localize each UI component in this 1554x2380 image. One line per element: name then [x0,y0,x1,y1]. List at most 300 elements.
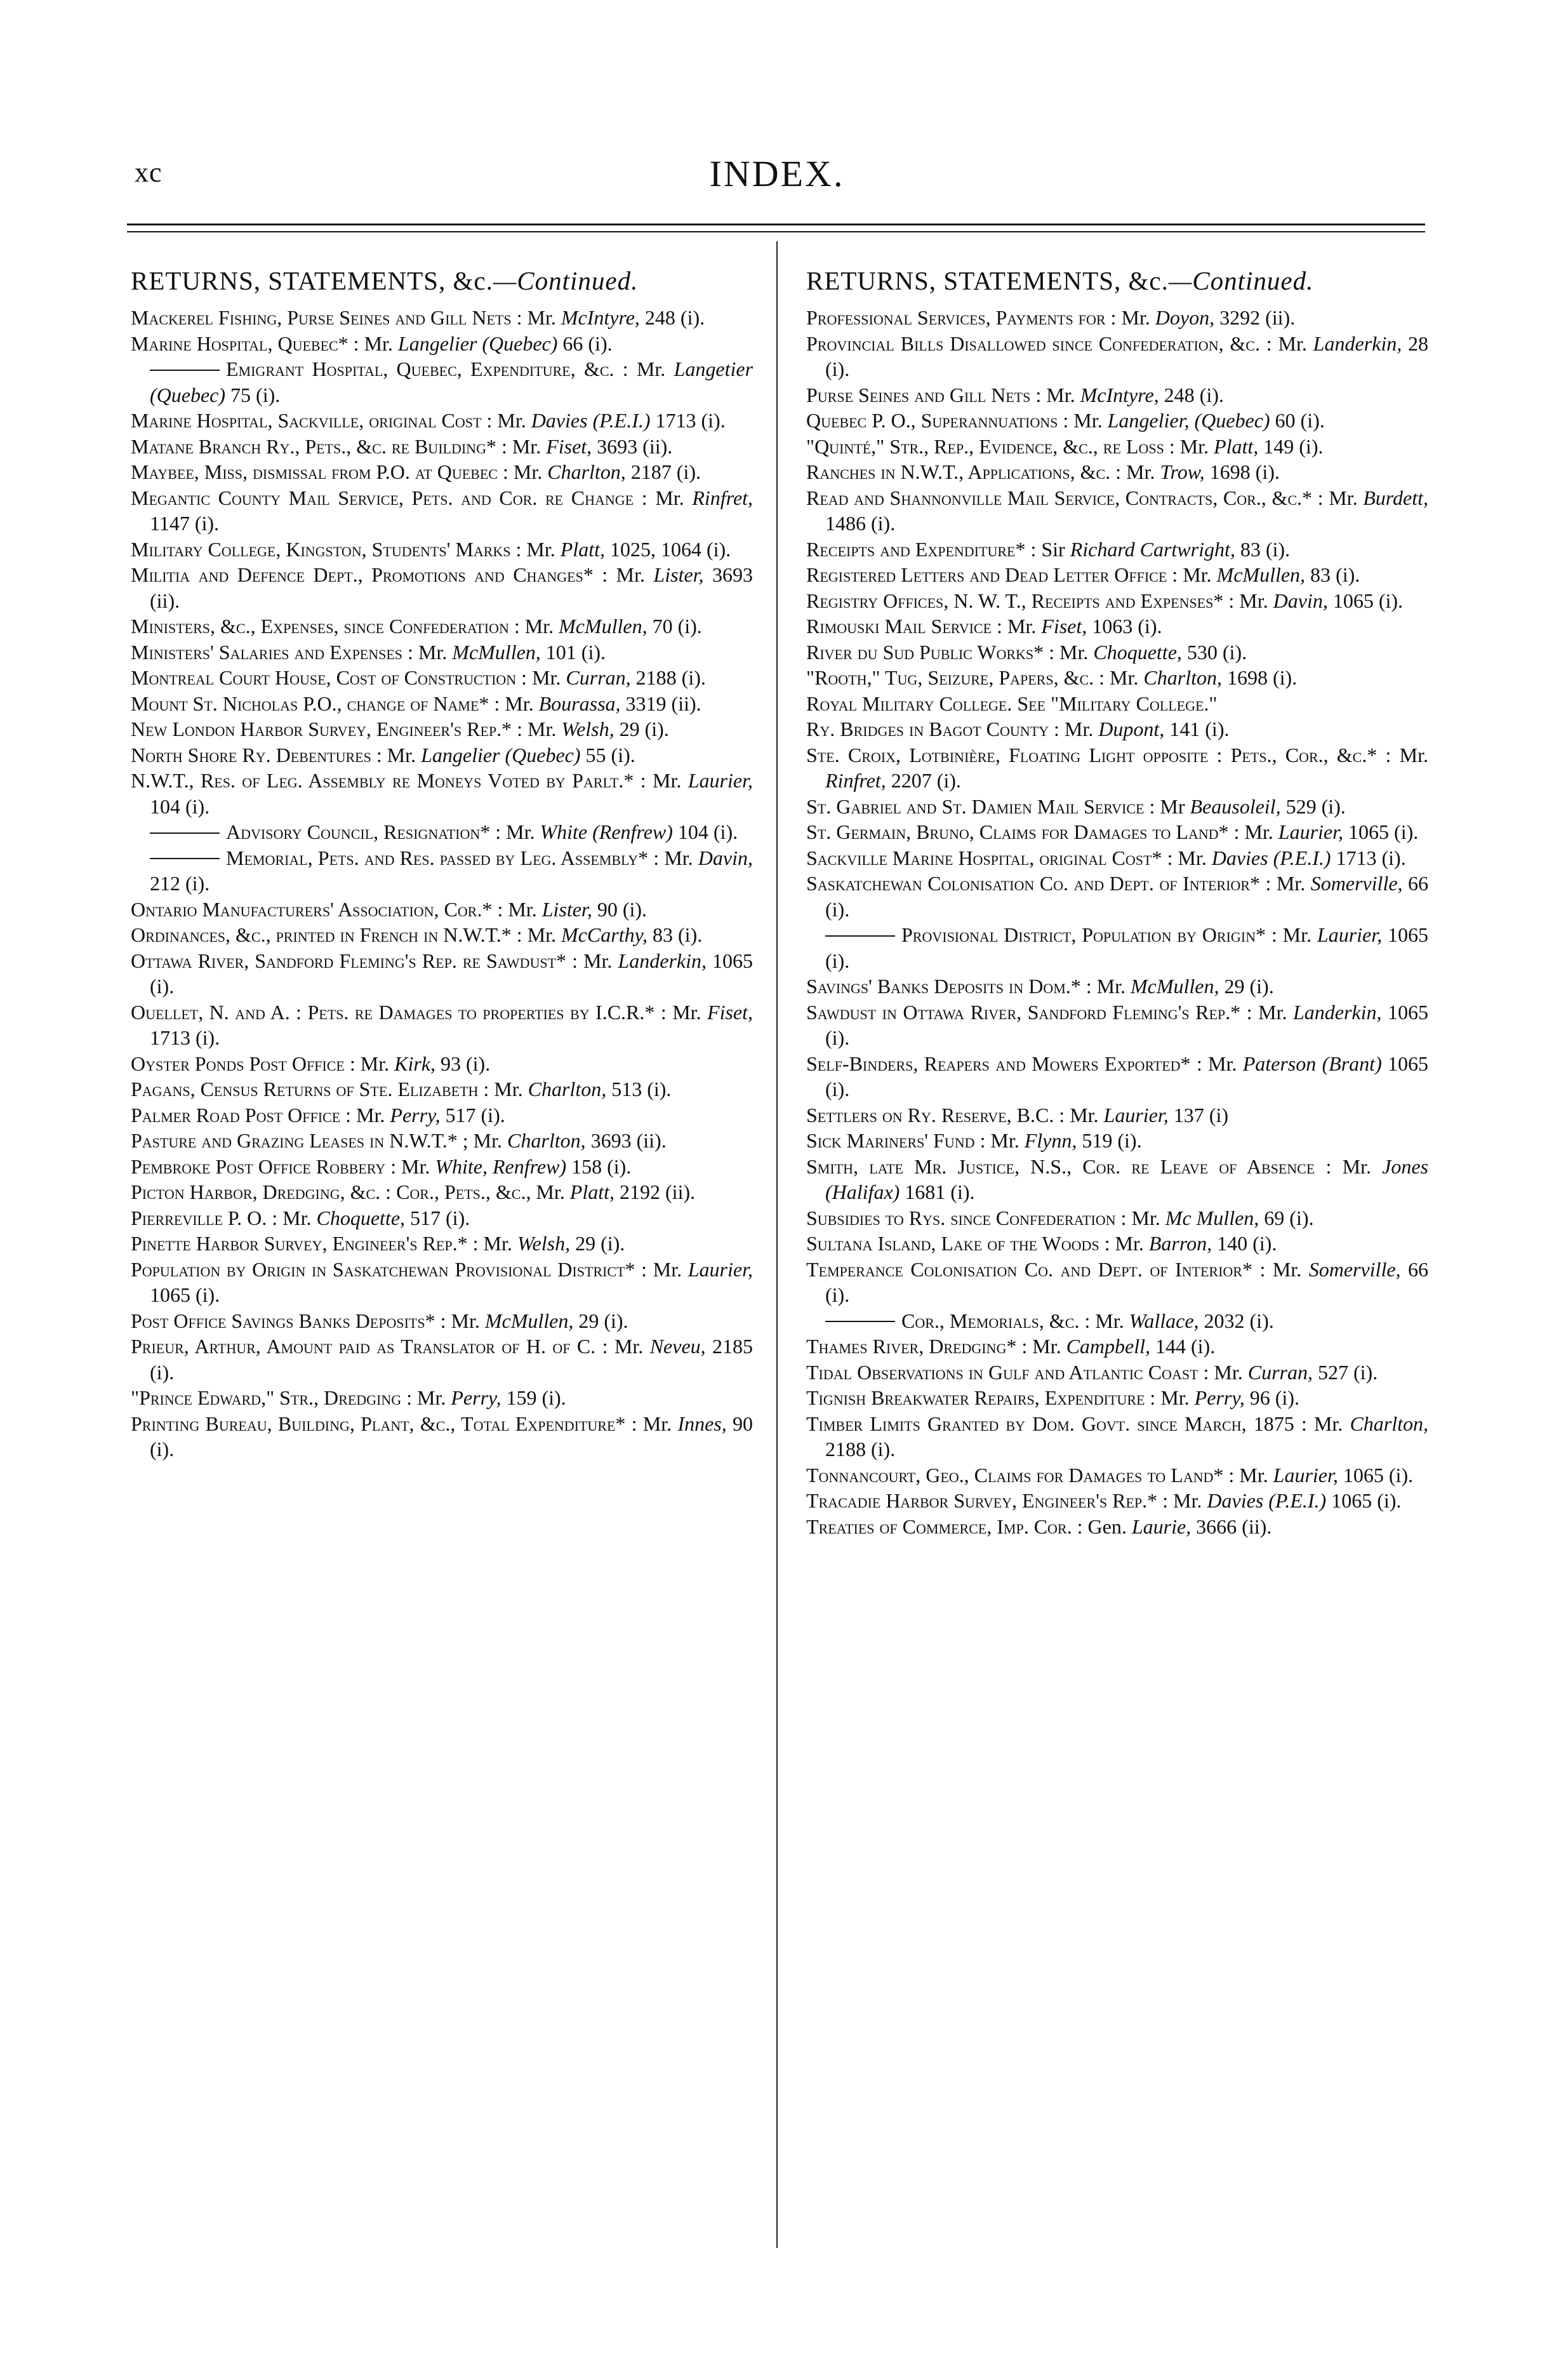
entry-member-name: McMullen, [559,615,648,638]
index-entry [806,613,1428,639]
entry-member-name: Davin, [698,846,753,869]
index-entry [806,459,1428,485]
entry-honorific: Mr. [1032,1335,1061,1358]
entry-honorific: Mr. [513,460,543,483]
entry-page-ref: 3292 (ii). [1219,306,1296,329]
entry-member-name: Welsh, [517,1232,571,1255]
entry-page-ref: 248 (i). [1164,383,1224,406]
index-entry [131,1385,753,1411]
entry-page-ref: 29 (i). [578,1309,628,1332]
section-heading [806,265,1428,296]
entry-title: Provincial Bills Disallowed since Confederation, &c. : [806,331,1272,355]
right-column [806,265,1428,1539]
entry-page-ref: 144 (i). [1155,1335,1216,1358]
entry-member-name: Fiset, [1041,615,1087,638]
entry-honorific: Mr. [1239,1463,1268,1487]
entry-member-name: Davies (P.E.I.) [1207,1489,1327,1512]
continued-label: —Continued. [493,266,639,295]
entry-page-ref: 513 (i). [611,1078,672,1100]
entry-page-ref: 1147 (i). [150,512,220,535]
index-entry [806,1205,1428,1231]
entry-title: Saskatchewan Colonisation Co. and Dept. of Interior* : [806,872,1272,895]
entry-page-ref: 1065 (i). [150,949,754,998]
entry-member-name: Choquette, [316,1206,406,1229]
entry-page-ref: 66 (i). [825,872,1429,921]
entry-page-ref: 3666 (ii). [1196,1514,1272,1538]
index-entry [131,1308,753,1334]
index-entry [131,1334,753,1385]
entry-honorific: Mr. [1239,589,1268,612]
entry-title: Population by Origin in Saskatchewan Provisional District* : [131,1257,648,1281]
entry-member-name: Fiset, [707,1000,754,1024]
entry-honorific: Mr. [1121,306,1150,329]
entry-member-name: Perry, [1194,1386,1245,1409]
entry-page-ref: 69 (i). [1264,1206,1314,1229]
index-entry [131,1128,753,1154]
index-subentry [806,1308,1428,1334]
entry-title: Provisional District, Population by Origin* : [901,923,1277,946]
entry-title: Ordinances, &c., printed in French in N.W.T.* : [131,923,522,946]
entry-member-name: Davin, [1273,589,1328,612]
entry-title: Quebec P. O., Superannuations : [806,409,1069,432]
entry-page-ref: 1025, 1064 (i). [609,537,731,561]
entry-honorific: Mr. [1214,1360,1243,1384]
entry-honorific: Mr. [527,306,556,329]
entry-member-name: Curran, [566,666,631,689]
entry-title: Cor., Memorials, &c. : [901,1309,1091,1332]
entry-honorific: Mr. [1329,486,1358,509]
entry-title: Mackerel Fishing, Purse Seines and Gill Nets : [131,306,522,329]
entry-title: Palmer Road Post Office : [131,1103,352,1126]
entry-title: River du Sud Public Works* : [806,640,1055,664]
entry-member-name: Laurier, [1273,1463,1338,1487]
entry-honorific: Mr. [653,1257,682,1281]
entry-honorific: Mr. [497,409,526,432]
entry-member-name: Langelier, (Quebec) [1107,409,1270,432]
entry-page-ref: 1713 (i). [655,409,726,432]
index-entry [131,305,753,331]
entry-member-name: Laurier, [687,769,753,792]
index-entry [131,1154,753,1180]
index-entry [131,716,753,742]
entry-page-ref: 1065 (i). [1348,820,1419,843]
entry-title: Timber Limits Granted by Dom. Govt. since March, 1875 : [806,1412,1307,1435]
entry-page-ref: 70 (i). [652,615,702,638]
index-entry [131,562,753,613]
entry-honorific: Mr. [1160,1386,1190,1409]
entry-honorific: Mr. [356,1103,385,1126]
index-entry [806,537,1428,563]
entry-title: Memorial, Pets. and Res. passed by Leg. Assembly* : [226,846,660,869]
entry-title: Oyster Ponds Post Office : [131,1052,355,1075]
entry-page-ref: 212 (i). [150,872,210,895]
section-heading-text: RETURNS, STATEMENTS, &c. [131,266,493,295]
entry-page-ref: 2032 (i). [1204,1309,1274,1332]
entry-member-name: Laurier, [687,1257,753,1281]
entry-member-name: Kirk, [394,1052,435,1075]
entry-title: Ry. Bridges in Bagot County : [806,718,1059,740]
entry-member-name: Wallace, [1129,1309,1199,1332]
entry-page-ref: 1713 (i). [1336,846,1406,869]
entry-page-ref: 3693 (ii). [590,1129,667,1152]
entry-member-name: Beausoleil, [1190,794,1281,818]
entry-member-name: Neveu, [649,1335,706,1358]
index-entry [131,537,753,563]
entry-member-name: Somerville, [1310,872,1403,895]
index-subentry [806,922,1428,973]
entry-title: Ranches in N.W.T., Applications, &c. : [806,460,1122,483]
entry-page-ref: 66 (i). [562,331,613,355]
entry-list [131,305,753,1462]
entry-page-ref: 96 (i). [1249,1386,1299,1409]
ditto-dash [825,1321,895,1322]
entry-title: Matane Branch Ry., Pets., &c. re Building* : [131,434,507,458]
column-divider [776,241,778,2248]
entry-page-ref: 66 (i). [825,1257,1429,1306]
entry-page-ref: 158 (i). [571,1154,632,1178]
entry-honorific: Mr. [526,537,555,561]
entry-honorific: Mr. [1179,434,1209,458]
index-entry [131,665,753,691]
entry-honorific: Mr. [1007,615,1037,638]
entry-honorific: Mr. [653,769,682,792]
entry-title: Self-Binders, Reapers and Mowers Exported* : [806,1052,1202,1075]
entry-title: Read and Shannonville Mail Service, Contracts, Cor., &c.* : [806,486,1324,509]
index-entry [131,1205,753,1231]
entry-page-ref: 2207 (i). [891,769,961,792]
entry-page-ref: 104 (i). [150,794,210,818]
entry-member-name: Platt, [560,537,605,561]
entry-title: Sultana Island, Lake of the Woods : [806,1232,1110,1255]
entry-honorific: Gen. [1087,1514,1127,1538]
entry-page-ref: 517 (i). [445,1103,505,1126]
entry-member-name: Laurier, [1317,923,1383,946]
entry-honorific: Mr. [1313,1412,1343,1435]
entry-member-name: Jones (Halifax) [825,1154,1428,1203]
index-entry [806,973,1428,999]
entry-title: Ste. Croix, Lotbinière, Floating Light opposite : Pets., Cor., &c.* : [806,743,1391,766]
index-entry [131,768,753,819]
entry-page-ref: 137 (i) [1173,1103,1228,1126]
entry-honorific: Mr. [1064,718,1094,740]
entry-honorific: Mr. [664,846,693,869]
entry-honorific: Mr. [1244,820,1273,843]
entry-page-ref: 2187 (i). [630,460,701,483]
entry-member-name: White, Renfrew) [435,1154,567,1178]
entry-member-name: McMullen, [484,1309,574,1332]
entry-page-ref: 75 (i). [230,383,281,406]
entry-page-ref: 141 (i). [1169,718,1230,740]
index-entry [131,999,753,1051]
entry-honorific: Mr. [1115,1232,1144,1255]
entry-page-ref: 1698 (i). [1209,460,1280,483]
entry-title: Receipts and Expenditure* : [806,537,1037,561]
entry-title: Thames River, Dredging* : [806,1335,1028,1358]
entry-member-name: Curran, [1247,1360,1313,1384]
entry-page-ref: 248 (i). [644,306,705,329]
entry-page-ref: 83 (i). [1310,563,1360,586]
entry-page-ref: 93 (i). [440,1052,491,1075]
entry-member-name: McIntyre, [561,306,640,329]
entry-member-name: Langelier (Quebec) [421,743,581,766]
entry-member-name: Charlton, [1350,1412,1429,1435]
entry-honorific: Mr. [536,1180,565,1203]
entry-member-name: Trow, [1160,460,1205,483]
entry-member-name: McMullen, [452,640,541,664]
index-entry [131,639,753,665]
entry-member-name: Flynn, [1024,1129,1077,1152]
entry-member-name: Langelier (Quebec) [397,331,558,355]
entry-title: Megantic County Mail Service, Pets. and Cor. re Change : [131,486,648,509]
header-rule [127,224,1425,225]
index-entry [131,691,753,717]
entry-title: Maybee, Miss, dismissal from P.O. at Quebec : [131,460,508,483]
entry-honorific: Mr. [1278,331,1307,355]
index-entry [131,331,753,357]
entry-title: Savings' Banks Deposits in Dom.* : [806,975,1092,998]
index-entry [806,691,1428,717]
entry-page-ref: 101 (i). [545,640,606,664]
entry-title: Emigrant Hospital, Quebec, Expenditure, &c. : [226,358,628,380]
entry-title: Tracadie Harbor Survey, Engineer's Rep.* : [806,1489,1169,1512]
entry-honorific: Mr. [583,949,613,972]
entry-member-name: Perry, [390,1103,441,1126]
entry-honorific: Mr. [1173,1489,1202,1512]
entry-page-ref: 1065 (i). [1332,589,1404,612]
entry-member-name: Dupont, [1098,718,1165,740]
index-entry [806,1488,1428,1514]
index-entry [806,1257,1428,1308]
index-entry [131,1051,753,1077]
page-number: xc [135,157,163,188]
entry-honorific: Mr. [483,1232,512,1255]
entry-title: Picton Harbor, Dredging, &c. : Cor., Pets., &c., [131,1180,531,1203]
entry-title: Rimouski Mail Service : [806,615,1002,638]
index-entry [131,613,753,639]
left-column [131,265,753,1462]
index-entry [806,1334,1428,1360]
entry-member-name: McMullen, [1216,563,1306,586]
entry-title: Marine Hospital, Quebec* : [131,331,359,355]
entry-member-name: McCarthy, [561,923,648,946]
entry-member-name: Perry, [451,1386,501,1409]
entry-member-name: Choquette, [1093,640,1182,664]
index-entry [806,331,1428,382]
entry-title: Pasture and Grazing Leases in N.W.T.* ; [131,1129,468,1152]
entry-honorific: Mr. [282,1206,312,1229]
entry-member-name: Innes, [677,1412,727,1435]
entry-honorific: Mr. [418,640,448,664]
ditto-dash [150,370,220,371]
entry-page-ref: 1063 (i). [1092,615,1162,638]
entry-title: Settlers on Ry. Reserve, B.C. : [806,1103,1065,1126]
index-entry [806,871,1428,922]
index-entry [806,588,1428,614]
entry-member-name: Davies (P.E.I.) [1211,846,1331,869]
entry-honorific: Mr. [506,820,535,843]
entry-title: Post Office Savings Banks Deposits* : [131,1309,446,1332]
entry-member-name: Platt, [569,1180,615,1203]
entry-title: Royal Military College. See "Military College." [806,692,1218,715]
entry-page-ref: 159 (i). [506,1386,566,1409]
entry-title: Montreal Court House, Cost of Construction : [131,666,528,689]
entry-honorific: Mr. [532,666,561,689]
entry-honorific: Mr. [401,1154,430,1178]
entry-page-ref: 28 (i). [825,331,1429,380]
entry-honorific: Mr. [1046,383,1075,406]
entry-title: St. Germain, Bruno, Claims for Damages to Land* : [806,820,1240,843]
entry-honorific: Mr. [1399,743,1428,766]
header-rule-thin [127,231,1425,232]
entry-page-ref: 104 (i). [677,820,738,843]
index-entry [131,485,753,537]
entry-page-ref: 1065 (i). [150,1283,220,1306]
entry-title: Ministers' Salaries and Expenses : [131,640,413,664]
entry-title: Advisory Council, Resignation* : [226,820,501,843]
entry-page-ref: 529 (i). [1285,794,1346,818]
entry-page-ref: 1065 (i). [825,1000,1429,1049]
entry-honorific: Mr. [387,743,416,766]
entry-title: St. Gabriel and St. Damien Mail Service : [806,794,1155,818]
entry-title: Pierreville P. O. : [131,1206,278,1229]
entry-member-name: Paterson (Brant) [1242,1052,1382,1075]
entry-member-name: Landerkin, [618,949,707,972]
entry-honorific: Mr. [508,897,537,921]
entry-page-ref: 1681 (i). [905,1180,975,1203]
index-entry [806,794,1428,820]
entry-member-name: Charlton, [547,460,626,483]
entry-honorific: Mr. [1272,1257,1302,1281]
entry-page-ref: 2192 (ii). [620,1180,696,1203]
entry-member-name: Rinfret, [825,769,886,792]
index-entry [806,562,1428,588]
entry-title: Printing Bureau, Building, Plant, &c., Total Expenditure* : [131,1412,637,1435]
continued-label: —Continued. [1168,266,1314,295]
entry-title: Professional Services, Payments for : [806,306,1117,329]
index-subentry [131,819,753,845]
index-entry [131,1257,753,1308]
entry-honorific: Mr. [1095,1309,1124,1332]
entry-honorific: Mr. [1178,846,1207,869]
index-entry [806,1102,1428,1128]
entry-title: Military College, Kingston, Students' Marks : [131,537,522,561]
entry-honorific: Mr. [524,615,554,638]
entry-honorific: Mr. [1342,1154,1371,1178]
entry-page-ref: 3693 (ii). [597,434,673,458]
running-head: INDEX. [709,153,845,194]
entry-honorific: Mr. [364,331,393,355]
entry-title: Sick Mariners' Fund : [806,1129,986,1152]
index-entry [806,1514,1428,1540]
entry-title: Tignish Breakwater Repairs, Expenditure : [806,1386,1156,1409]
entry-title: Purse Seines and Gill Nets : [806,383,1042,406]
index-entry [131,408,753,434]
entry-title: "Prince Edward," Str., Dredging : [131,1386,413,1409]
entry-honorific: Mr. [1110,666,1139,689]
entry-page-ref: 1713 (i). [150,1026,220,1049]
entry-title: Marine Hospital, Sackville, original Cost : [131,409,493,432]
index-entry [131,1411,753,1462]
entry-honorific: Mr. [614,1335,644,1358]
entry-member-name: Barron, [1148,1232,1212,1255]
index-entry [806,819,1428,845]
ditto-dash [150,832,220,834]
entry-honorific: Mr. [655,486,684,509]
index-entry [806,305,1428,331]
index-entry [806,1051,1428,1102]
entry-title: Prieur, Arthur, Amount paid as Translator of H. of C. : [131,1335,608,1358]
entry-page-ref: 1486 (i). [825,512,896,535]
entry-title: Pagans, Census Returns of Ste. Elizabeth : [131,1078,489,1100]
entry-member-name: McMullen, [1131,975,1219,998]
index-entry [806,665,1428,691]
index-entry [131,1179,753,1205]
entry-title: North Shore Ry. Debentures : [131,743,382,766]
entry-honorific: Mr. [505,692,534,715]
entry-member-name: Somerville, [1308,1257,1401,1281]
entry-title: Sackville Marine Hospital, original Cost* : [806,846,1173,869]
entry-title: Ouellet, N. and A. : Pets. re Damages to properties by I.C.R.* : [131,1000,667,1024]
index-entry [131,1102,753,1128]
index-entry [131,742,753,768]
entry-page-ref: 60 (i). [1275,409,1325,432]
entry-honorific: Mr. [1126,460,1155,483]
index-entry [806,1462,1428,1488]
entry-page-ref: 1065 (i). [1331,1489,1402,1512]
entry-member-name: McIntyre, [1080,383,1159,406]
entry-member-name: Platt, [1214,434,1259,458]
entry-title: Mount St. Nicholas P.O., change of Name* : [131,692,500,715]
entry-page-ref: 2188 (i). [825,1438,896,1461]
index-entry [806,742,1428,794]
entry-honorific: Mr. [417,1386,446,1409]
entry-honorific: Mr. [1208,1052,1237,1075]
entry-title: Sawdust in Ottawa River, Sandford Fleming's Rep.* : [806,1000,1252,1024]
entry-member-name: Mc Mullen, [1165,1206,1259,1229]
entry-title: Ottawa River, Sandford Fleming's Rep. re Sawdust* : [131,949,578,972]
entry-honorific: Mr. [360,1052,390,1075]
entry-page-ref: 55 (i). [585,743,635,766]
index-entry [806,1360,1428,1386]
entry-page-ref: 530 (i). [1186,640,1247,664]
entry-page-ref: 1065 (i). [825,1052,1429,1100]
entry-page-ref: 527 (i). [1318,1360,1378,1384]
entry-member-name: Fiset, [546,434,592,458]
entry-title: New London Harbor Survey, Engineer's Rep.* : [131,718,523,740]
entry-page-ref: 29 (i). [575,1232,625,1255]
entry-page-ref: 90 (i). [150,1412,754,1461]
entry-title: Tidal Observations in Gulf and Atlantic Coast : [806,1360,1209,1384]
entry-page-ref: 29 (i). [1224,975,1274,998]
index-entry [806,1154,1428,1205]
entry-title: Subsidies to Rys. since Confederation : [806,1206,1127,1229]
entry-honorific: Mr. [1183,563,1212,586]
entry-honorific: Sir [1041,537,1065,561]
entry-honorific: Mr. [1073,409,1103,432]
entry-page-ref: 1065 (i). [1343,1463,1414,1487]
index-entry [806,408,1428,434]
entry-list [806,305,1428,1539]
index-entry [131,434,753,460]
entry-page-ref: 3693 (ii). [150,563,754,612]
entry-member-name: Langetier (Quebec) [150,358,754,406]
index-entry [806,716,1428,742]
index-entry [806,1385,1428,1411]
entry-page-ref: 83 (i). [1240,537,1291,561]
entry-title: Pembroke Post Office Robbery : [131,1154,396,1178]
entry-page-ref: 140 (i). [1217,1232,1277,1255]
index-entry [131,922,753,948]
